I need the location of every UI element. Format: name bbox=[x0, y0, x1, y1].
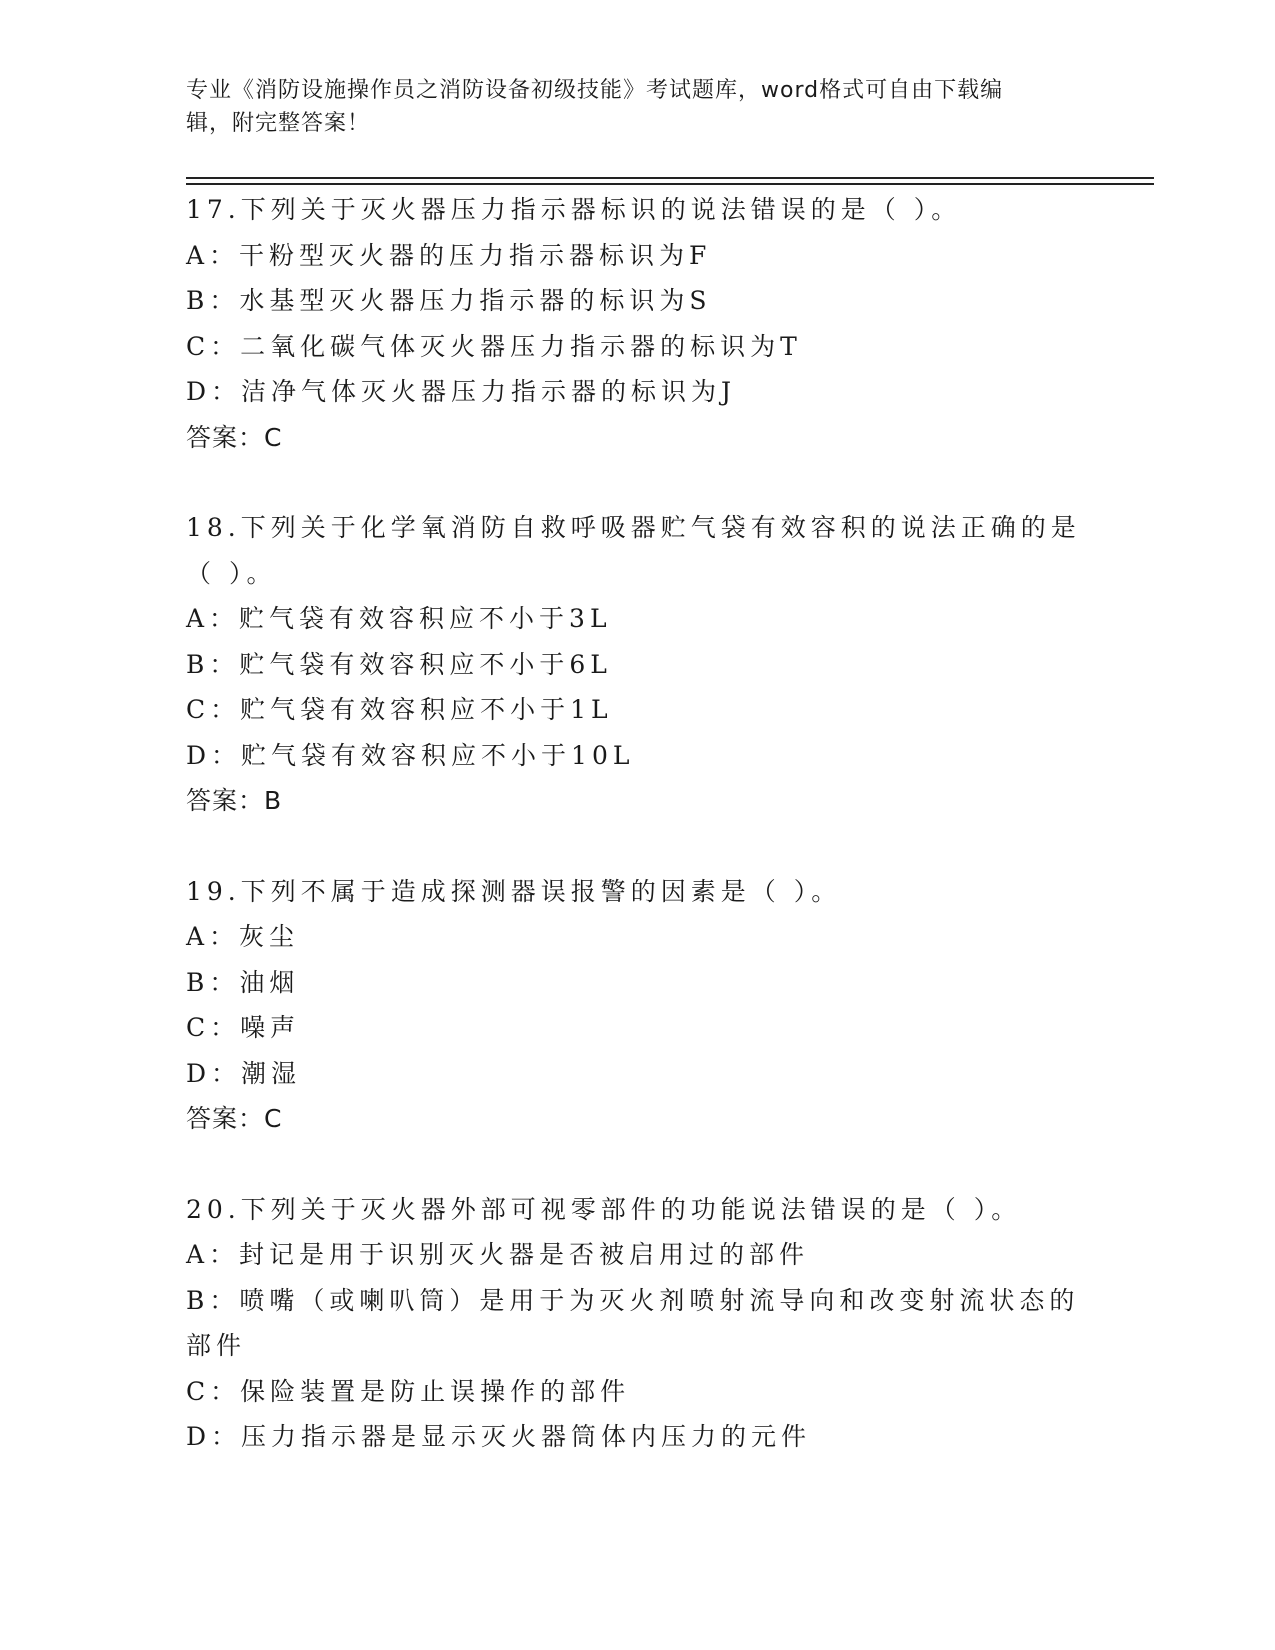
option-a: A：灰尘 bbox=[186, 922, 300, 951]
option-a: A：封记是用于识别灭火器是否被启用过的部件 bbox=[186, 1240, 810, 1269]
option-d: D：贮气袋有效容积应不小于10L bbox=[186, 740, 635, 770]
document-header bbox=[186, 74, 1066, 140]
answer-line: 答案：C bbox=[186, 422, 283, 452]
option-a: A：干粉型灭火器的压力指示器标识为F bbox=[186, 240, 712, 270]
option-c: C：噪声 bbox=[186, 1013, 301, 1042]
option-d: D：潮湿 bbox=[186, 1058, 302, 1088]
option-c: C：保险装置是防止误操作的部件 bbox=[186, 1376, 631, 1406]
option-d: D：洁净气体灭火器压力指示器的标识为J bbox=[186, 377, 737, 406]
option-b: B：喷嘴（或喇叭筒）是用于为灭火剂喷射流导向和改变射流状态的部件 bbox=[186, 1285, 1080, 1360]
header-divider-bottom bbox=[186, 183, 1154, 185]
option-b: B：水基型灭火器压力指示器的标识为S bbox=[186, 286, 712, 315]
question-17 bbox=[186, 187, 1086, 460]
question-text: 17.下列关于灭火器压力指示器标识的说法错误的是（ ）。 bbox=[186, 195, 962, 224]
question-18 bbox=[186, 505, 1086, 824]
option-b: B：贮气袋有效容积应不小于6L bbox=[186, 649, 612, 679]
question-text: 18.下列关于化学氧消防自救呼吸器贮气袋有效容积的说法正确的是（ ）。 bbox=[186, 513, 1081, 588]
header-line-1: 专业《消防设施操作员之消防设备初级技能》考试题库，word格式可自由下载编 bbox=[186, 78, 1004, 103]
question-20 bbox=[186, 1187, 1086, 1460]
option-c: C：二氧化碳气体灭火器压力指示器的标识为T bbox=[186, 331, 802, 361]
header-divider-top bbox=[186, 177, 1154, 179]
question-text: 20.下列关于灭火器外部可视零部件的功能说法错误的是（ ）。 bbox=[186, 1194, 1022, 1224]
option-c: C：贮气袋有效容积应不小于1L bbox=[186, 695, 613, 724]
question-19 bbox=[186, 869, 1086, 1142]
answer-line: 答案：C bbox=[186, 1104, 283, 1133]
option-b: B：油烟 bbox=[186, 967, 300, 997]
option-d: D：压力指示器是显示灭火器筒体内压力的元件 bbox=[186, 1422, 812, 1451]
answer-line: 答案：B bbox=[186, 786, 283, 815]
question-text: 19.下列不属于造成探测器误报警的因素是（ ）。 bbox=[186, 876, 842, 906]
header-line-2: 辑，附完整答案！ bbox=[186, 111, 371, 136]
question-list bbox=[186, 187, 1086, 1460]
option-a: A：贮气袋有效容积应不小于3L bbox=[186, 604, 612, 633]
